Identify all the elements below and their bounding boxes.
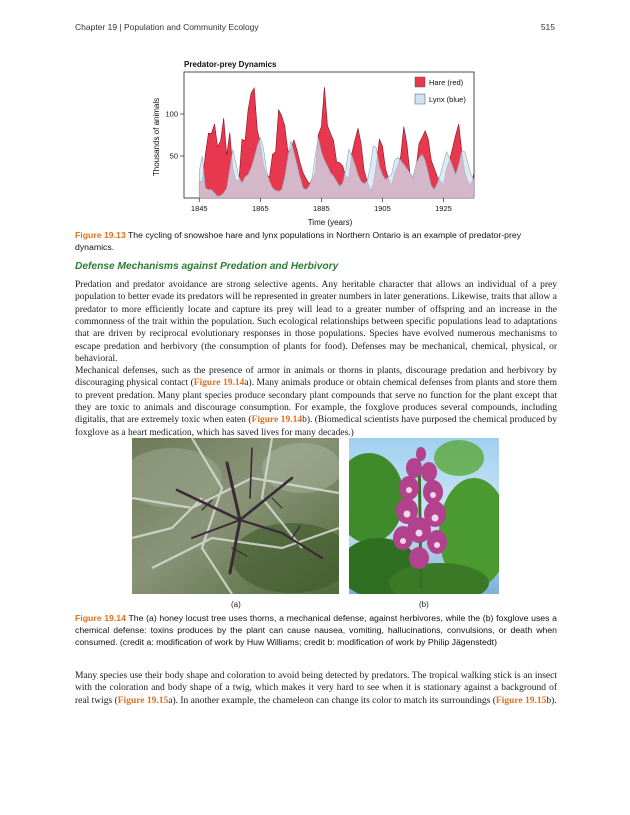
honey-locust-image [132,438,339,594]
x-tick-label: 1905 [374,204,391,213]
paragraph-1: Predation and predator avoidance are strong selective agents. Any heritable character that allows an individual of a prey population to better evade its predators will be represented in greater numbers in later generations. Likewise, traits that allow a predator to more efficiently locate and capture its prey will lead to a greater number of offspring and an increase in the commonness of the trait within the population. Such ecological relationships between specific populations lead to adaptations that are driven by reciprocal evolutionary responses in those populations. Species have evolved numerous mechanisms to escape predation and herbivory (the consumption of plants for food). Defenses may be mechanical, chemical, physical, or behavioral. [75,280,557,365]
chart-svg [150,55,480,230]
x-axis-label: Time (years) [307,218,353,227]
paragraph-text: b). (Biomedical scientists have purposed the chemical produced by foxglove as a heart medication, which has saved lives for many decades.) [75,415,557,438]
paragraph-text: a). Many animals produce or obtain chemical defenses from plants and store them to prevent predation. Many plant species produce secondary plant compounds that serve no function for the plant except that they are toxic to animals and discourage consumption. For example, the foxglove produces several compounds, including digitalis, that are extremely toxic when eaten ( [75,378,557,426]
paragraph-text: Many species use their body shape and coloration to avoid being detected by predators. The tropical walking stick is an insect with the coloration and body shape of a twig, which makes it very hard to see when it is stationary against a background of real twigs ( [75,671,557,706]
foxglove-photo [349,438,499,594]
x-tick-label: 1865 [251,204,269,213]
x-tick-label: 1885 [313,204,330,213]
page-number: 515 [540,22,555,32]
legend-label-hare: Hare (red) [429,78,464,87]
chapter-title: Chapter 19 | Population and Community Ecology [75,22,259,32]
photo-label-a: (a) [231,600,241,609]
figure-link[interactable]: Figure 19.15 [117,695,169,706]
photo-label-b: (b) [419,600,429,609]
paragraph-2 [75,365,557,439]
figure-link[interactable]: Figure 19.15 [495,695,547,706]
figure-link[interactable]: Figure 19.14 [251,415,303,426]
section-title: Defense Mechanisms against Predation and Herbivory [75,261,339,272]
figure-link[interactable]: Figure 19.14 [193,378,245,389]
honey-locust-photo [132,438,339,594]
paragraph-text: a). In another example, the chameleon can change its color to match its surroundings ( [168,695,496,706]
figure-label: Figure 19.13 [75,230,126,240]
paragraph-3 [75,670,557,707]
legend-label-lynx: Lynx (blue) [429,95,466,104]
foxglove-image [349,438,499,594]
legend-swatch-lynx [415,94,425,104]
running-head [75,22,555,34]
legend-swatch-hare [415,77,425,87]
x-tick-label: 1925 [435,204,452,213]
figure-19-14-caption [75,612,557,648]
paragraph-text: Mechanical defenses, such as the presence of armor in animals or thorns in plants, discourage predation and herbivory by discouraging physical contact ( [75,366,557,389]
figure-label: Figure 19.14 [75,613,126,623]
paragraph-text: b). [546,695,557,706]
chart-title: Predator-prey Dynamics [184,60,277,69]
figure-19-13-caption [75,229,557,253]
caption-text: The cycling of snowshoe hare and lynx populations in Northern Ontario is an example of predator-prey dynamics. [75,230,522,252]
y-tick-label: 100 [165,109,178,119]
predator-prey-chart [150,55,480,230]
y-axis-label: Thousands of animals [152,97,161,177]
plot-area [165,72,474,213]
caption-text: The (a) honey locust tree uses thorns, a mechanical defense, against herbivores, while the (b) foxglove uses a chemical defense: toxins produces by the plant can cause nausea, vomiting, hallucinations, convulsions, or death when consumed. (credit a: modification of work by Huw Williams; credit b: modification of work by Philip Jägenstedt) [75,613,557,647]
y-tick-label: 50 [169,151,178,161]
x-tick-label: 1845 [190,204,208,213]
